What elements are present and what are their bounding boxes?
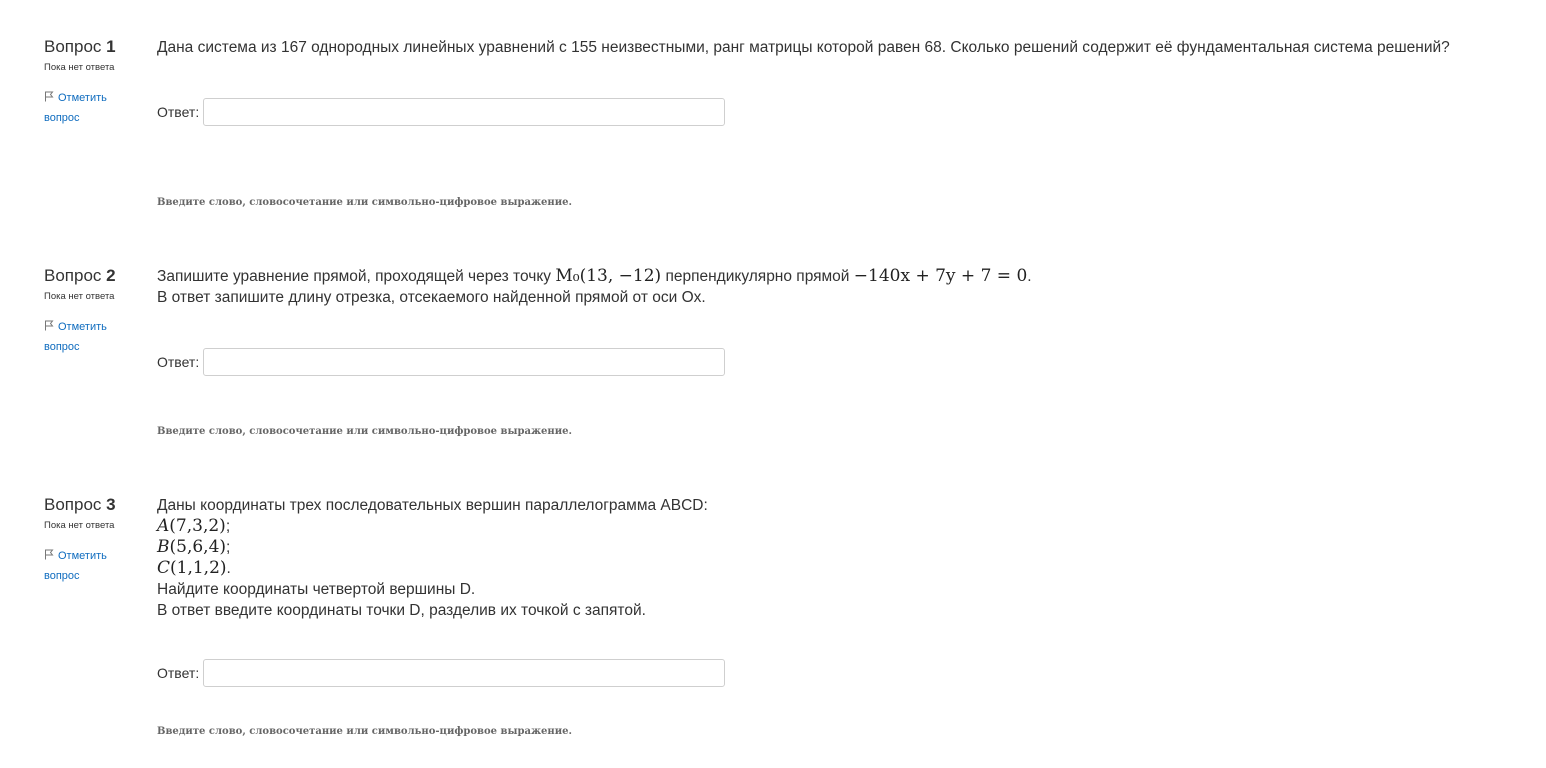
math-point: M₀(13, −12) [555,266,662,286]
question-number: Вопрос 2 [44,266,116,285]
flag-label[interactable]: Отметить вопрос [44,92,107,124]
question-text-line-2: В ответ запишите длину отрезка, отсекаемого найденной прямой от оси Ox. [157,289,706,306]
question-info [44,266,144,357]
answer-label: Ответ: [157,104,200,120]
flag-label[interactable]: Отметить вопрос [44,550,107,582]
question-content [157,37,1527,208]
question-content [157,266,1527,437]
flag-icon [44,89,54,100]
question-state: Пока нет ответа [44,62,115,73]
answer-input[interactable] [203,348,725,376]
question-text-line-1: Запишите уравнение прямой, проходящей через точку M₀(13, −12) перпендикулярно прямой −140x + 7y + 7 = 0. [157,266,1032,286]
flag-icon [44,547,54,558]
question-find-line: Найдите координаты четвертой вершины D. [157,581,476,598]
question-answer-instruction: В ответ введите координаты точки D, разделив их точкой с запятой. [157,602,646,619]
answer-input[interactable] [203,659,725,687]
point-a: A(7,3,2); [157,516,231,536]
flag-question-link[interactable] [44,317,134,357]
answer-row [157,97,725,127]
math-line-equation: −140x + 7y + 7 = 0 [853,266,1028,286]
question-content [157,495,1527,737]
answer-row [157,658,725,688]
question-state: Пока нет ответа [44,520,115,531]
question-intro: Даны координаты трех последовательных вершин параллелограмма ABCD: [157,497,708,514]
question-text: Дана система из 167 однородных линейных уравнений с 155 неизвестными, ранг матрицы которой равен 68. Сколько решений содержит её фундаментальная система решений? [157,39,1450,56]
answer-hint: Введите слово, словосочетание или символьно-цифровое выражение. [157,197,572,208]
answer-hint: Введите слово, словосочетание или символьно-цифровое выражение. [157,426,572,437]
point-c: C(1,1,2). [157,558,231,578]
flag-question-link[interactable] [44,88,134,128]
question-number: Вопрос 1 [44,37,116,56]
question-info [44,495,144,586]
question-info [44,37,144,128]
flag-icon [44,318,54,329]
flag-label[interactable]: Отметить вопрос [44,321,107,353]
flag-question-link[interactable] [44,546,134,586]
answer-row [157,347,725,377]
answer-hint: Введите слово, словосочетание или символьно-цифровое выражение. [157,726,572,737]
answer-label: Ответ: [157,665,200,681]
answer-input[interactable] [203,98,725,126]
question-number: Вопрос 3 [44,495,116,514]
point-b: B(5,6,4); [157,537,231,557]
question-state: Пока нет ответа [44,291,115,302]
answer-label: Ответ: [157,354,200,370]
